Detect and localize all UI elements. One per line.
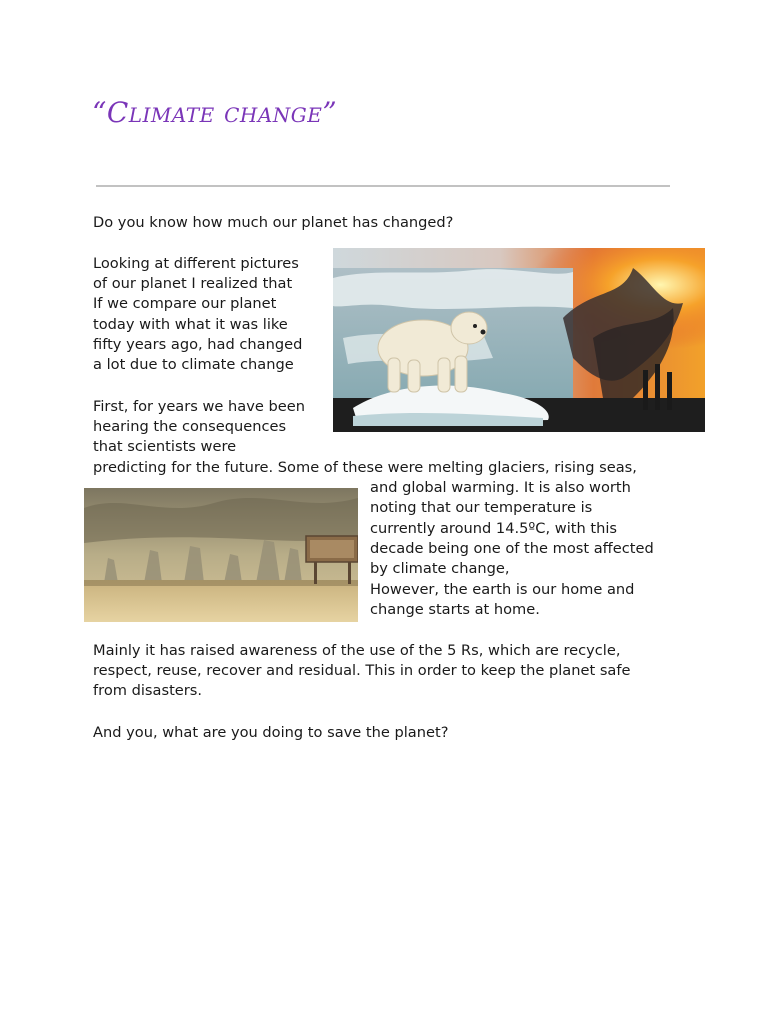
text-line: and global warming. It is also worth [370, 479, 631, 496]
text-line: change starts at home. [370, 601, 540, 618]
text-line: Looking at different pictures [93, 255, 299, 272]
text-line: noting that our temperature is [370, 499, 593, 516]
text-line: of our planet I realized that [93, 275, 293, 292]
text-line: If we compare our planet [93, 295, 277, 312]
text-line: Mainly it has raised awareness of the use of the 5 Rs, which are recycle, [93, 642, 621, 659]
text-line: a lot due to climate change [93, 356, 294, 373]
text-line: First, for years we have been [93, 398, 305, 415]
text-line: decade being one of the most affected [370, 540, 654, 557]
text-line: predicting for the future. Some of these were melting glaciers, rising seas, [93, 459, 637, 476]
text-line: today with what it was like [93, 316, 288, 333]
text-line: fifty years ago, had changed [93, 336, 303, 353]
text-line: However, the earth is our home and [370, 581, 635, 598]
wasteland-image [84, 488, 358, 622]
text-line: by climate change, [370, 560, 510, 577]
intro-paragraph: Do you know how much our planet has changed? [93, 214, 454, 231]
text-line: that scientists were [93, 438, 237, 455]
title-divider [96, 185, 670, 187]
text-line: hearing the consequences [93, 418, 287, 435]
page-title: “Climate change” [92, 96, 338, 129]
text-line: respect, reuse, recover and residual. This in order to keep the planet safe [93, 662, 631, 679]
text-line: from disasters. [93, 682, 203, 699]
text-line: currently around 14.5ºC, with this [370, 520, 617, 537]
closing-question: And you, what are you doing to save the planet? [93, 724, 449, 741]
polar-bear-factory-image [333, 248, 705, 432]
